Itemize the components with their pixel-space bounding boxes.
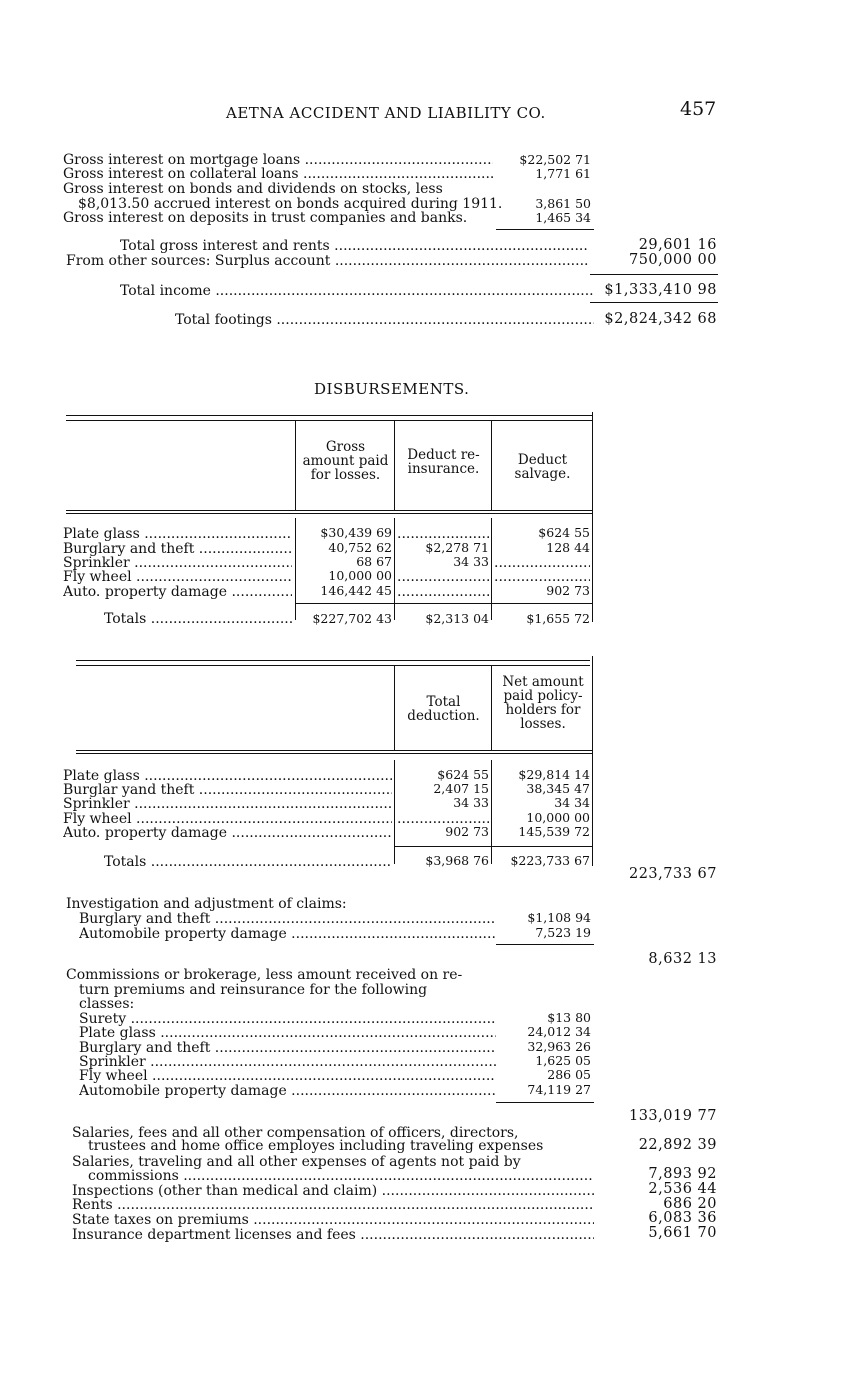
commissions-total: 133,019 77 — [628, 1108, 717, 1124]
table1-header-rule-2 — [66, 513, 592, 514]
commissions-heading-cont: turn premiums and reinsurance for the following — [79, 982, 428, 998]
table2-row-label: Burglar yand theft ..... — [63, 782, 392, 798]
section-title: DISBURSEMENTS. — [314, 380, 470, 398]
expense-label-cont: commissions ..... — [88, 1168, 594, 1184]
expense-amount: 2,536 44 — [648, 1181, 717, 1197]
table2-totals-net: $223,733 67 — [510, 853, 590, 868]
table1-row-label: Fly wheel ..... — [63, 569, 292, 585]
table2-totals-label: Totals ..... — [104, 854, 392, 870]
total-income-value: $1,333,410 98 — [604, 282, 717, 298]
table2-row-label: Fly wheel ..... — [63, 811, 392, 827]
table2-row-label: Auto. property damage ..... — [63, 825, 392, 841]
table1-row-gross: 68 67 — [356, 554, 392, 569]
table1-totals-reins: $2,313 04 — [425, 611, 489, 626]
table1-header-salvage: Deduct salvage. — [514, 452, 571, 482]
commission-item-amount: 286 05 — [547, 1067, 591, 1082]
table1-col-divider — [295, 421, 296, 511]
expense-label: Rents ..... — [72, 1197, 594, 1213]
investigation-item-amount: 7,523 19 — [535, 925, 591, 940]
total-footings-label: Total footings ..... — [175, 312, 594, 328]
table2-col-divider — [491, 760, 492, 864]
table2-row-net: 10,000 00 — [526, 810, 590, 825]
table2-row-net: 38,345 47 — [526, 781, 590, 796]
table2-top-rule-2 — [76, 665, 590, 666]
commission-item-amount: 1,625 05 — [535, 1053, 591, 1068]
table2-row-net: 145,539 72 — [518, 824, 590, 839]
table1-top-rule — [66, 415, 592, 416]
table2-row-deduction: 34 33 — [453, 795, 489, 810]
table2-row-deduction: 2,407 15 — [433, 781, 489, 796]
commission-item-amount: 24,012 34 — [527, 1024, 591, 1039]
table2-header-rule-2 — [76, 753, 592, 754]
table1-row-gross: 10,000 00 — [328, 568, 392, 583]
investigation-total: 8,632 13 — [648, 951, 717, 967]
expense-label: State taxes on premiums ..... — [72, 1212, 594, 1228]
income-rule-2 — [590, 302, 718, 303]
table1-row-gross: $30,439 69 — [320, 525, 392, 540]
total-footings-value: $2,824,342 68 — [604, 311, 717, 327]
table1-row-reins — [397, 584, 489, 600]
table1-top-rule-2 — [66, 420, 592, 421]
table1-row-reins: 34 33 — [453, 554, 489, 569]
total-income-label: Total income ..... — [120, 283, 594, 299]
table2-row-label: Plate glass ..... — [63, 768, 392, 784]
investigation-item-label: Automobile property damage ..... — [79, 926, 496, 942]
table2-col-divider — [394, 760, 395, 864]
table1-header-rule — [66, 510, 592, 511]
expense-amount: 22,892 39 — [638, 1137, 717, 1153]
table1-header-gross: Gross amount paid for losses. — [302, 439, 389, 483]
interest-row-label: Gross interest on collateral loans ..... — [63, 166, 493, 182]
investigation-item-amount: $1,108 94 — [527, 910, 591, 925]
expense-amount: 686 20 — [663, 1196, 717, 1212]
commission-item-label: Plate glass ..... — [79, 1025, 496, 1041]
table1-row-gross: 146,442 45 — [320, 583, 392, 598]
table2-row-deduction: 902 73 — [445, 824, 489, 839]
commission-item-amount: 74,119 27 — [527, 1082, 591, 1097]
table1-totals-label: Totals ..... — [104, 611, 292, 627]
table1-row-salvage: $624 55 — [538, 525, 590, 540]
commission-item-amount: 32,963 26 — [527, 1039, 591, 1054]
expense-label: Salaries, fees and all other compensation of officers, directors, — [72, 1125, 519, 1141]
table1-col-divider — [491, 421, 492, 511]
table2-row-deduction: $624 55 — [437, 767, 489, 782]
total-gross-interest-label: Total gross interest and rents ..... — [120, 238, 588, 254]
table2-top-rule — [76, 660, 590, 661]
table1-totals-gross: $227,702 43 — [312, 611, 392, 626]
investigation-heading: Investigation and adjustment of claims: — [66, 896, 347, 912]
table1-row-salvage: 902 73 — [546, 583, 590, 598]
interest-row-label: Gross interest on mortgage loans ..... — [63, 152, 493, 168]
table1-row-label: Auto. property damage ..... — [63, 584, 292, 600]
table1-row-salvage: 128 44 — [546, 540, 590, 555]
commission-item-amount: $13 80 — [547, 1010, 591, 1025]
other-sources-value: 750,000 00 — [628, 252, 717, 268]
table1-row-label: Sprinkler ..... — [63, 555, 292, 571]
commission-item-label: Automobile property damage ..... — [79, 1083, 496, 1099]
table1-row-reins: $2,278 71 — [425, 540, 489, 555]
table2-header-rule — [76, 750, 592, 751]
table2-row-label: Sprinkler ..... — [63, 796, 392, 812]
losses-carried-total: 223,733 67 — [628, 866, 717, 882]
table2-row-net: 34 34 — [554, 795, 590, 810]
investigation-item-label: Burglary and theft ..... — [79, 911, 496, 927]
other-sources-label: From other sources: Surplus account ..... — [66, 253, 588, 269]
table1-col-divider — [295, 518, 296, 620]
interest-row-label: Gross interest on deposits in trust companies and banks. — [63, 210, 468, 226]
interest-row-amount: $22,502 71 — [519, 152, 591, 167]
table1-col-divider — [491, 518, 492, 620]
investigation-rule — [496, 944, 594, 945]
interest-row-amount: 1,771 61 — [535, 166, 591, 181]
subtotal-rule — [496, 229, 594, 230]
expense-amount: 5,661 70 — [648, 1225, 717, 1241]
interest-row-amount: 3,861 50 — [535, 196, 591, 211]
page-number: 457 — [680, 98, 717, 120]
expense-amount: 6,083 36 — [648, 1210, 717, 1226]
interest-row-amount: 1,465 34 — [535, 210, 591, 225]
table1-row-gross: 40,752 62 — [328, 540, 392, 555]
table1-totals-rule — [296, 603, 592, 604]
page-header-title: AETNA ACCIDENT AND LIABILITY CO. — [226, 104, 546, 122]
table2-totals-rule — [395, 846, 592, 847]
expense-label-cont: trustees and home office employes including traveling expenses — [88, 1138, 544, 1154]
table2-right-border — [592, 656, 593, 866]
table2-header-deduction: Total deduction. — [407, 694, 480, 724]
commission-item-label: Surety ..... — [79, 1011, 496, 1027]
table1-col-divider — [394, 421, 395, 511]
table1-totals-salvage: $1,655 72 — [526, 611, 590, 626]
total-gross-interest-value: 29,601 16 — [638, 237, 717, 253]
commission-item-label: Sprinkler ..... — [79, 1054, 496, 1070]
commissions-heading: Commissions or brokerage, less amount received on re- — [66, 967, 463, 983]
expense-label: Salaries, traveling and all other expenses of agents not paid by — [72, 1154, 521, 1170]
table2-header-net: Net amount paid policy-holders for losses. — [502, 674, 584, 732]
commission-item-label: Burglary and theft ..... — [79, 1040, 496, 1056]
table1-row-label: Plate glass ..... — [63, 526, 292, 542]
income-rule — [590, 274, 718, 275]
commission-item-label: Fly wheel ..... — [79, 1068, 496, 1084]
table1-col-divider — [394, 518, 395, 620]
commissions-heading-cont: classes: — [79, 996, 135, 1012]
table2-row-net: $29,814 14 — [518, 767, 590, 782]
interest-row-label-cont: $8,013.50 accrued interest on bonds acquired during 1911. — [78, 196, 503, 212]
expense-label: Insurance department licenses and fees ..... — [72, 1227, 594, 1243]
table1-row-label: Burglary and theft ..... — [63, 541, 292, 557]
table1-row-reins — [397, 569, 489, 585]
expense-amount: 7,893 92 — [648, 1166, 717, 1182]
commissions-rule — [496, 1102, 594, 1103]
table2-totals-deduction: $3,968 76 — [425, 853, 489, 868]
table2-col-divider — [491, 666, 492, 751]
expense-label: Inspections (other than medical and claim) ..... — [72, 1183, 594, 1199]
table2-col-divider — [394, 666, 395, 751]
table1-header-reinsurance: Deduct re-insurance. — [407, 447, 480, 477]
interest-row-label: Gross interest on bonds and dividends on stocks, less — [63, 181, 443, 197]
table1-right-border — [592, 412, 593, 622]
